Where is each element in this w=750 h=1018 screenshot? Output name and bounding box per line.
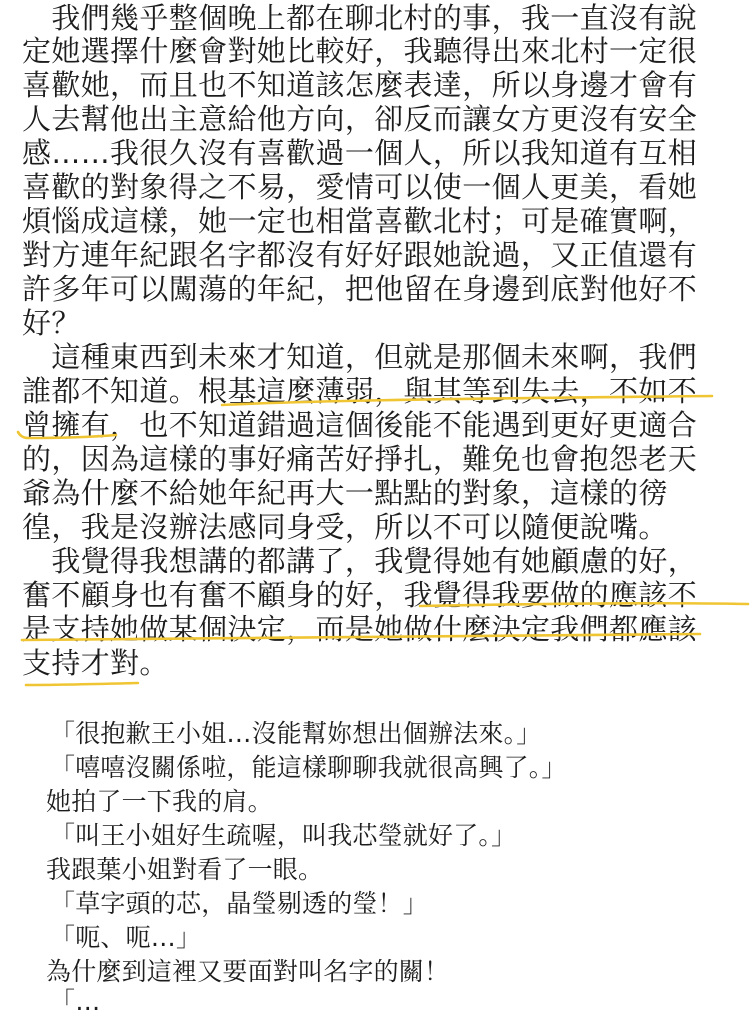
text-line: 是支持她做某個決定，而是她做什麼決定我們都應該 (22, 612, 698, 646)
text-line: 支持才對。 (22, 646, 169, 680)
text-line: 徨，我是沒辦法感同身受，所以不可以隨便說嘴。 (22, 510, 668, 544)
text-line: 我們幾乎整個晚上都在聊北村的事，我一直沒有說 (22, 1, 698, 35)
dialogue-line: 「呃、呃…」 (50, 923, 202, 952)
text-line: 人去幫他出主意給他方向，卻反而讓女方更沒有安全 (22, 102, 698, 136)
text-line: 喜歡她，而且也不知道該怎麼表達，所以身邊才會有 (22, 68, 698, 102)
text-line: 這種東西到未來才知道，但就是那個未來啊，我們 (22, 340, 698, 374)
dialogue-line: 為什麼到這裡又要面對叫名字的關！ (46, 957, 450, 986)
dialogue-line: 「很抱歉王小姐…沒能幫妳想出個辦法來。」 (50, 719, 542, 748)
partial-line: 「… (50, 987, 101, 1016)
text-line: 曾擁有，也不知道錯過這個後能不能遇到更好更適合 (22, 408, 698, 442)
text-line: 喜歡的對象得之不易，愛情可以使一個人更美，看她 (22, 170, 698, 204)
dialogue-line: 她拍了一下我的肩。 (46, 787, 273, 816)
text-line: 感……我很久沒有喜歡過一個人，所以我知道有互相 (22, 136, 698, 170)
text-line: 我覺得我想講的都講了，我覺得她有她顧慮的好， (22, 544, 698, 578)
text-line: 許多年可以闖蕩的年紀，把他留在身邊到底對他好不 (22, 272, 698, 306)
text-line: 奮不顧身也有奮不顧身的好，我覺得我要做的應該不 (22, 578, 698, 612)
text-line: 誰都不知道。根基這麼薄弱，與其等到失去，不如不 (22, 374, 698, 408)
text-line: 定她選擇什麼會對她比較好，我聽得出來北村一定很 (22, 34, 698, 68)
dialogue-line: 「叫王小姐好生疏喔，叫我芯瑩就好了。」 (50, 821, 517, 850)
text-line: 爺為什麼不給她年紀再大一點點的對象，這樣的徬 (22, 476, 668, 510)
text-line: 煩惱成這樣，她一定也相當喜歡北村；可是確實啊， (22, 204, 698, 238)
text-line: 的，因為這樣的事好痛苦好掙扎，難免也會抱怨老天 (22, 442, 698, 476)
dialogue-line: 我跟葉小姐對看了一眼。 (46, 855, 324, 884)
text-line: 好？ (22, 306, 81, 340)
highlight-underline (26, 683, 138, 685)
dialogue-line: 「草字頭的芯，晶瑩剔透的瑩！」 (50, 889, 429, 918)
text-line: 對方連年紀跟名字都沒有好好跟她說過，又正值還有 (22, 238, 698, 272)
dialogue-line: 「嘻嘻沒關係啦，能這樣聊聊我就很高興了。」 (50, 753, 567, 782)
